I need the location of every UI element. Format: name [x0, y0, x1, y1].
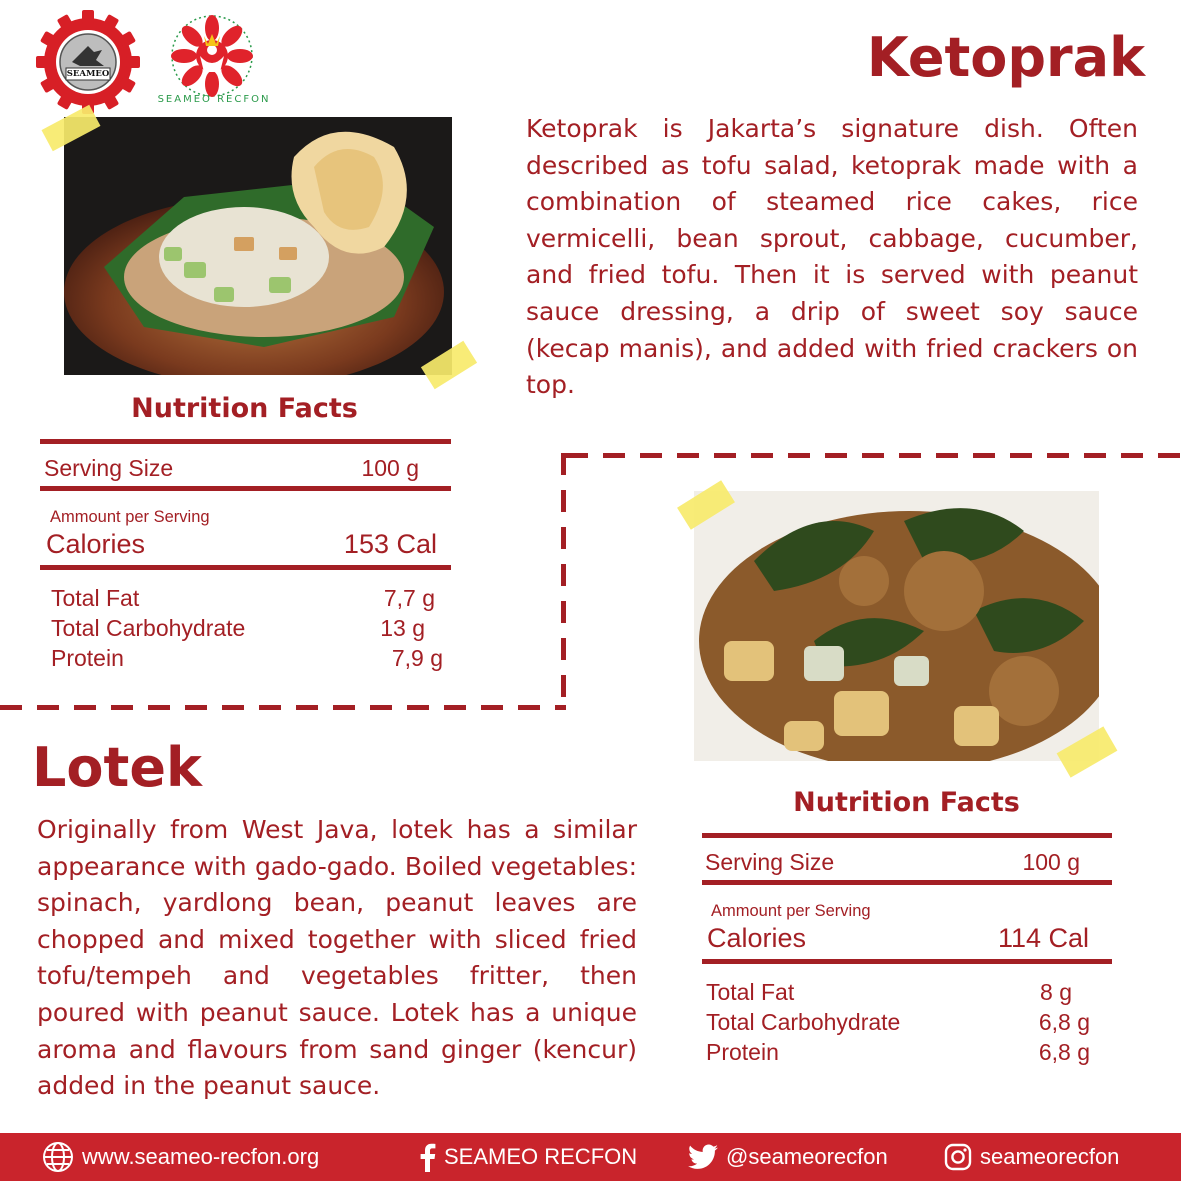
dashed-frame-side — [561, 453, 566, 711]
divider — [40, 486, 451, 491]
twitter-icon — [688, 1144, 718, 1170]
facebook-link[interactable]: SEAMEO RECFON — [444, 1144, 638, 1169]
nutrient-row-total-carbohydrate — [51, 613, 443, 643]
nutrient-label: Total Fat — [51, 585, 140, 611]
footer-instagram[interactable] — [944, 1133, 1119, 1181]
ketoprak-nutrient-list — [51, 583, 443, 673]
calories-label: Calories — [46, 529, 146, 559]
lotek-nutrient-list — [706, 977, 1090, 1067]
recfon-logo — [150, 10, 278, 114]
ketoprak-title: Ketoprak — [866, 26, 1145, 89]
ketoprak-photo — [64, 117, 452, 375]
nutrient-label: Total Carbohydrate — [51, 615, 246, 641]
footer-twitter[interactable] — [688, 1133, 888, 1181]
lotek-serving-size-row — [705, 847, 1080, 877]
lotek-photo — [694, 491, 1099, 761]
ketoprak-description: Ketoprak is Jakarta’s signature dish. Often described as tofu salad, ketoprak made with a combination of steamed rice cakes, rice vermicelli, bean sprout, cabbage, cucumber, and fried tofu. Then it is served with peanut sauce dressing, a drip of sweet soy sauce (kecap manis), and added with fried crackers on top. — [526, 114, 1138, 400]
lotek-nutrition-title: Nutrition Facts — [793, 787, 1020, 818]
nutrient-row-total-fat — [51, 583, 443, 613]
divider — [702, 833, 1112, 838]
footer-bar — [0, 1133, 1181, 1181]
nutrient-row-protein — [706, 1037, 1090, 1067]
lotek-title: Lotek — [32, 736, 202, 799]
nutrient-row-total-carbohydrate — [706, 1007, 1090, 1037]
footer-facebook[interactable] — [418, 1133, 637, 1181]
nutrient-value: 7,9 g — [391, 645, 443, 671]
seameo-logo-text: SEAMEO — [66, 69, 110, 79]
lotek-calories-row — [707, 921, 1089, 955]
nutrient-value: 6,8 g — [1038, 1009, 1090, 1035]
nutrient-value: 6,8 g — [1038, 1039, 1090, 1065]
serving-size-label: Serving Size — [44, 455, 174, 481]
dashed-frame-top — [566, 453, 1181, 458]
divider — [40, 439, 451, 444]
globe-icon — [42, 1141, 74, 1173]
divider — [40, 565, 451, 570]
instagram-link[interactable]: seameorecfon — [980, 1144, 1120, 1169]
lotek-description: Originally from West Java, lotek has a similar appearance with gado-gado. Boiled vegetables: spinach, yardlong bean, peanut leaves are chopped and mixed together with sliced fried tofu/tempeh and vegetables fritter, then poured with peanut sauce. Lotek has a unique aroma and flavours from sand ginger (kencur) added in the peanut sauce. — [37, 815, 637, 1101]
calories-value: 153 Cal — [343, 529, 437, 559]
nutrient-row-protein — [51, 643, 443, 673]
nutrient-value: 13 g — [380, 615, 425, 641]
instagram-icon — [944, 1143, 972, 1171]
ketoprak-nutrition-title: Nutrition Facts — [131, 393, 358, 424]
recfon-logo-text: SEAMEO RECFON — [157, 94, 271, 105]
nutrient-value: 8 g — [1040, 979, 1072, 1005]
seameo-logo — [36, 10, 140, 114]
nutrient-value: 7,7 g — [383, 585, 435, 611]
dashed-frame-bottom — [0, 705, 566, 710]
footer-website[interactable] — [42, 1133, 319, 1181]
nutrient-label: Total Fat — [706, 979, 795, 1005]
nutrient-label: Protein — [706, 1039, 779, 1065]
twitter-link[interactable]: @seameorecfon — [726, 1144, 888, 1169]
serving-size-value: 100 g — [361, 455, 419, 481]
nutrient-row-total-fat — [706, 977, 1090, 1007]
serving-size-value: 100 g — [1022, 849, 1080, 875]
amount-per-serving-label: Ammount per Serving — [50, 508, 210, 526]
divider — [702, 959, 1112, 964]
ketoprak-serving-size-row — [44, 453, 419, 483]
calories-value: 114 Cal — [997, 923, 1089, 953]
ketoprak-calories-row — [46, 527, 437, 561]
serving-size-label: Serving Size — [705, 849, 835, 875]
nutrient-label: Protein — [51, 645, 124, 671]
facebook-icon — [418, 1142, 436, 1172]
divider — [702, 880, 1112, 885]
nutrient-label: Total Carbohydrate — [706, 1009, 901, 1035]
amount-per-serving-label: Ammount per Serving — [711, 902, 871, 920]
website-link[interactable]: www.seameo-recfon.org — [82, 1144, 320, 1169]
calories-label: Calories — [707, 923, 807, 953]
